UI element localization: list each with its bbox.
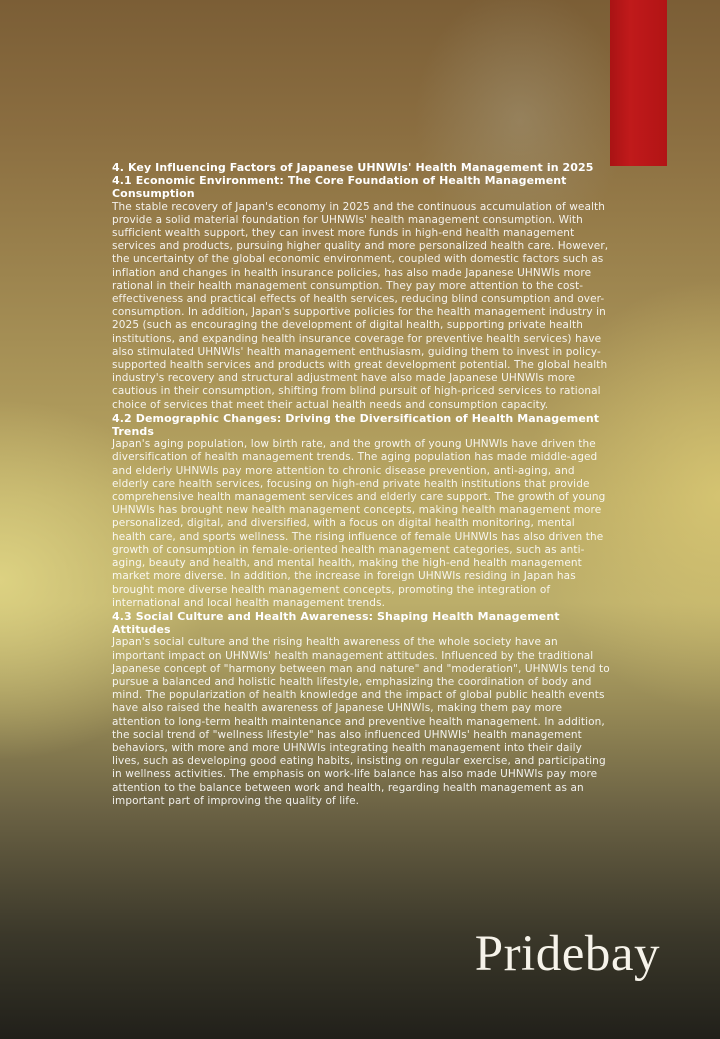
section-body-4-3: Japan's social culture and the rising health awareness of the whole society have an important impact on UHNWIs' health management attitudes. Influenced by the traditional Japanese concept of "harmony between man and nature" and "moderation", UHNWIs tend to pursue a balanced and holistic health lifestyle, emphasizing the coordination of body and mind. The popularization of health knowledge and the impact of global public health events have also raised the health awareness of Japanese UHNWIs, making them pay more attention to long-term health maintenance and preventive health management. In addition, the social trend of "wellness lifestyle" has also influenced UHNWIs' health management behaviors, with more and more UHNWIs integrating health management into their daily lives, such as developing good eating habits, insisting on regular exercise, and participating in wellness activities. The emphasis on work-life balance has also made UHNWIs pay more attention to the balance between work and health, regarding health management as an important part of improving the quality of life.	[112, 636, 610, 807]
section-heading-4-3: 4.3 Social Culture and Health Awareness: Shaping Health Management Attitudes	[112, 609, 560, 637]
red-accent-bar	[610, 0, 667, 166]
section-heading-4-2: 4.2 Demographic Changes: Driving the Diversification of Health Management Trends	[112, 411, 600, 439]
section-demographic-changes	[112, 412, 612, 610]
section-economic-environment	[112, 174, 612, 412]
brand-logo: Pridebay	[474, 926, 660, 982]
section-body-4-1: The stable recovery of Japan's economy in 2025 and the continuous accumulation of wealth provide a solid material foundation for UHNWIs' health management consumption. With sufficient wealth support, they can invest more funds in high-end health management services and products, pursuing higher quality and more personalized health care. However, the uncertainty of the global economic environment, coupled with domestic factors such as inflation and changes in health insurance policies, has also made Japanese UHNWIs more rational in their health management consumption. They pay more attention to the cost-effectiveness and practical effects of health services, reducing blind consumption and over-consumption. In addition, Japan's supportive policies for the health management industry in 2025 (such as encouraging the development of digital health, supporting private health institutions, and expanding health insurance coverage for preventive health services) have also stimulated UHNWIs' health management enthusiasm, guiding them to invest in policy-supported health services and products with great development potential. The global health industry's recovery and structural adjustment have also made Japanese UHNWIs more cautious in their consumption, shifting from blind pursuit of high-priced services to rational choice of services that meet their actual health needs and consumption capacity.	[112, 200, 609, 411]
section-social-culture	[112, 610, 612, 808]
page-title: 4. Key Influencing Factors of Japanese UHNWIs' Health Management in 2025	[112, 161, 594, 174]
section-heading-4-1: 4.1 Economic Environment: The Core Foundation of Health Management Consumption	[112, 174, 567, 201]
content-block	[112, 161, 612, 808]
section-body-4-2: Japan's aging population, low birth rate, and the growth of young UHNWIs have driven the diversification of health management trends. The aging population has made middle-aged and elderly UHNWIs pay more attention to chronic disease prevention, anti-aging, and elderly care health services, focusing on high-end private health institutions that provide comprehensive health management services and elderly care support. The growth of young UHNWIs has brought new health management concepts, making health management more personalized, digital, and diversified, with a focus on digital health monitoring, mental health care, and sports wellness. The rising influence of female UHNWIs has also driven the growth of consumption in female-oriented health management categories, such as anti-aging, beauty and health, and mental health, making the high-end health management market more diverse. In addition, the increase in foreign UHNWIs residing in Japan has brought more diverse health management concepts, promoting the integration of international and local health management trends.	[112, 438, 606, 609]
